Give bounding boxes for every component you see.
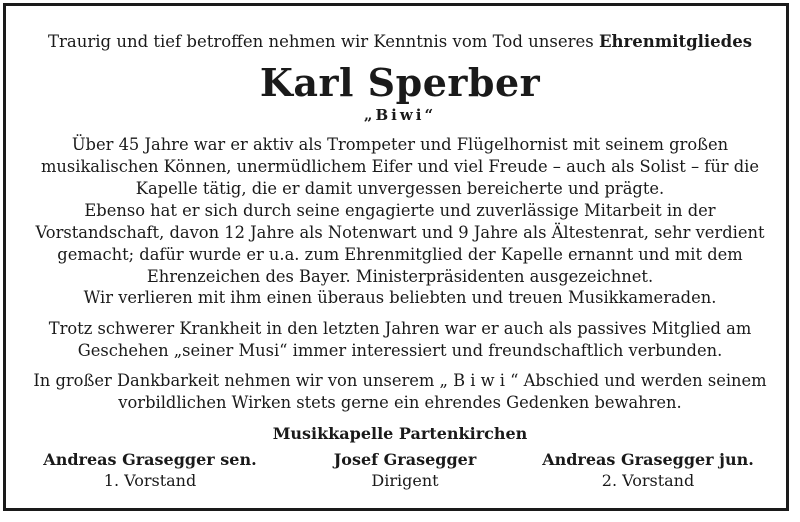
paragraph-board-service: Ebenso hat er sich durch seine engagierte und zuverlässige Mitarbeit in der Vorstandschaft, davon 12 Jahre als Notenwart und 9 Jahre als Ältestenrat, sehr verdient gemacht; dafür wurde er u.a. zum Ehrenmitglied der Kapelle ernannt und mit dem Ehrenzeichen des Bayer. Ministerpräsidenten ausgezeichnet.: [35, 201, 765, 286]
signatory-chairman: [20, 449, 280, 491]
signatory-name: Andreas Grasegger sen.: [43, 450, 257, 469]
signatory-vice-chairman: [518, 449, 778, 491]
organization-name: Musikkapelle Partenkirchen: [272, 424, 528, 443]
paragraph-loss: Wir verlieren mit ihm einen überaus beliebten und treuen Musikkameraden.: [83, 288, 717, 307]
intro-text: Traurig und tief betroffen nehmen wir Kenntnis vom Tod unseres: [47, 32, 599, 51]
paragraph-farewell: In großer Dankbarkeit nehmen wir von unserem „ B i w i “ Abschied und werden seinem vorbildlichen Wirken stets gerne ein ehrendes Gedenken bewahren.: [33, 371, 767, 412]
signatory-role: Dirigent: [371, 471, 439, 490]
paragraph-illness: Trotz schwerer Krankheit in den letzten Jahren war er auch als passives Mitglied am Geschehen „seiner Musi“ immer interessiert und freundschaftlich verbunden.: [48, 319, 752, 360]
intro-line: [0, 31, 800, 53]
signatory-name: Andreas Grasegger jun.: [542, 450, 754, 469]
signatory-role: 1. Vorstand: [103, 471, 197, 490]
deceased-name: Karl Sperber: [259, 60, 541, 105]
signatory-name: Josef Grasegger: [333, 450, 477, 469]
signatory-conductor: [275, 449, 535, 491]
signatory-role: 2. Vorstand: [601, 471, 695, 490]
intro-emphasis: Ehrenmitgliedes: [598, 32, 752, 51]
deceased-nickname: „Biwi“: [363, 106, 437, 124]
paragraph-career: Über 45 Jahre war er aktiv als Trompeter und Flügelhornist mit seinem großen musikalischen Können, unermüdlichem Eifer und viel Freude – auch als Solist – für die Kapelle tätig, die er damit unvergessen bereicherte und prägte.: [40, 135, 760, 198]
